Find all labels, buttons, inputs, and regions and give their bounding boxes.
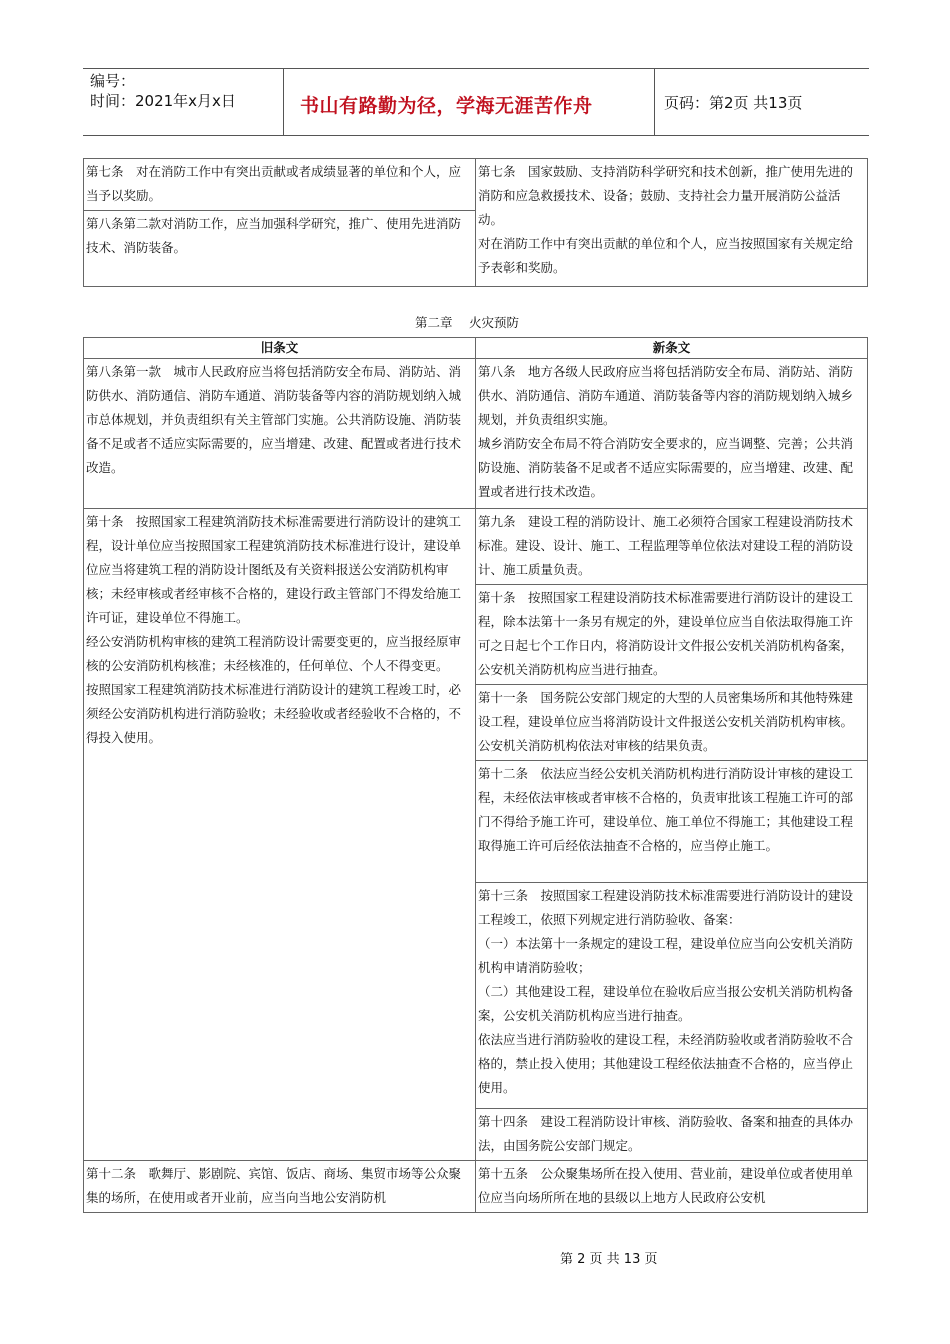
new-article-14: 第十四条 建设工程消防设计审核、消防验收、备案和抽查的具体办法，由国务院公安部门规定。: [476, 1109, 868, 1161]
continuation-table: [83, 158, 868, 287]
new-article-13: [476, 883, 868, 1109]
header-top-rule: [83, 68, 869, 69]
old-article-10-para-3: 按照国家工程建筑消防技术标准进行消防设计的建筑工程竣工时，必须经公安消防机构进行消防验收；未经验收或者经验收不合格的，不得投入使用。: [86, 682, 462, 745]
old-article-10: [84, 509, 476, 1161]
new-article-8-para-2: 城乡消防安全布局不符合消防安全要求的，应当调整、完善；公共消防设施、消防装备不足或者不适应实际需要的，应当增建、改建、配置或者进行技术改造。: [478, 436, 854, 499]
old-article-12: 第十二条 歌舞厅、影剧院、宾馆、饭店、商场、集贸市场等公众聚集的场所，在使用或者开业前，应当向当地公安消防机: [84, 1161, 476, 1213]
new-article-15: 第十五条 公众聚集场所在投入使用、营业前，建设单位或者使用单位应当向场所所在地的县级以上地方人民政府公安机: [476, 1161, 868, 1213]
chapter-title: 第二章 火灾预防: [415, 315, 519, 330]
new-article-9: 第九条 建设工程的消防设计、施工必须符合国家工程建设消防技术标准。建设、设计、施工、工程监理等单位依法对建设工程的消防设计、施工质量负责。: [476, 509, 868, 585]
new-article-11: 第十一条 国务院公安部门规定的大型的人员密集场所和其他特殊建设工程，建设单位应当将消防设计文件报送公安机关消防机构审核。公安机关消防机构依法对审核的结果负责。: [476, 685, 868, 761]
new-article-7: [476, 159, 868, 287]
new-article-13-para-2: 依法应当进行消防验收的建设工程，未经消防验收或者消防验收不合格的，禁止投入使用；其他建设工程经依法抽查不合格的，应当停止使用。: [478, 1032, 854, 1095]
comparison-table: [83, 337, 868, 1213]
new-article-12: 第十二条 依法应当经公安机关消防机构进行消防设计审核的建设工程，未经依法审核或者审核不合格的，负责审批该工程施工许可的部门不得给予施工许可，建设单位、施工单位不得施工；其他建设工程取得施工许可后经依法抽查不合格的，应当停止施工。: [476, 761, 868, 883]
page-footer: 第 2 页 共 13 页: [560, 1252, 658, 1267]
new-article-8: [476, 359, 868, 509]
new-article-7-para-2: 对在消防工作中有突出贡献的单位和个人，应当按照国家有关规定给予表彰和奖励。: [478, 236, 854, 275]
new-article-7-para-1: 第七条 国家鼓励、支持消防科学研究和技术创新，推广使用先进的消防和应急救援技术、设备；鼓励、支持社会力量开展消防公益活动。: [478, 164, 854, 227]
document-number-label: 编号：: [90, 72, 136, 90]
old-article-7: 第七条 对在消防工作中有突出贡献或者成绩显著的单位和个人，应当予以奖励。: [84, 159, 476, 211]
old-article-10-para-1: 第十条 按照国家工程建筑消防技术标准需要进行消防设计的建筑工程，设计单位应当按照国家工程建筑消防技术标准进行设计，建设单位应当将建筑工程的消防设计图纸及有关资料报送公安消防机构审核；未经审核或者经审核不合格的，建设行政主管部门不得发给施工许可证，建设单位不得施工。: [86, 514, 462, 625]
header-bottom-rule: [83, 135, 869, 136]
new-article-8-para-1: 第八条 地方各级人民政府应当将包括消防安全布局、消防站、消防供水、消防通信、消防车通道、消防装备等内容的消防规划纳入城乡规划，并负责组织实施。: [478, 364, 854, 427]
old-article-10-para-2: 经公安消防机构审核的建筑工程消防设计需要变更的，应当报经原审核的公安消防机构核准；未经核准的，任何单位、个人不得变更。: [86, 634, 462, 673]
old-article-8-clause-2: 第八条第二款对消防工作，应当加强科学研究，推广、使用先进消防技术、消防装备。: [84, 211, 476, 287]
new-text-header: 新条文: [476, 338, 868, 359]
page-number-label: 页码：第2页 共13页: [664, 94, 803, 112]
header-divider-right: [654, 69, 655, 135]
new-article-13-item-2: （二）其他建设工程，建设单位在验收后应当报公安机关消防机构备案，公安机关消防机构应当进行抽查。: [478, 984, 854, 1023]
new-article-13-item-1: （一）本法第十一条规定的建设工程，建设单位应当向公安机关消防机构申请消防验收；: [478, 936, 854, 975]
old-text-header: 旧条文: [84, 338, 476, 359]
document-time-label: 时间：2021年x月x日: [90, 92, 236, 110]
new-article-13-para-1: 第十三条 按照国家工程建设消防技术标准需要进行消防设计的建设工程竣工，依照下列规定进行消防验收、备案：: [478, 888, 854, 927]
header-divider-left: [283, 69, 284, 135]
new-article-10: 第十条 按照国家工程建设消防技术标准需要进行消防设计的建设工程，除本法第十一条另有规定的外，建设单位应当自依法取得施工许可之日起七个工作日内，将消防设计文件报公安机关消防机构备案，公安机关消防机构应当进行抽查。: [476, 585, 868, 685]
old-article-8-clause-1: 第八条第一款 城市人民政府应当将包括消防安全布局、消防站、消防供水、消防通信、消防车通道、消防装备等内容的消防规划纳入城市总体规划，并负责组织有关主管部门实施。公共消防设施、消防装备不足或者不适应实际需要的，应当增建、改建、配置或者进行技术改造。: [84, 359, 476, 509]
header-motto: 书山有路勤为径，学海无涯苦作舟: [300, 95, 593, 117]
